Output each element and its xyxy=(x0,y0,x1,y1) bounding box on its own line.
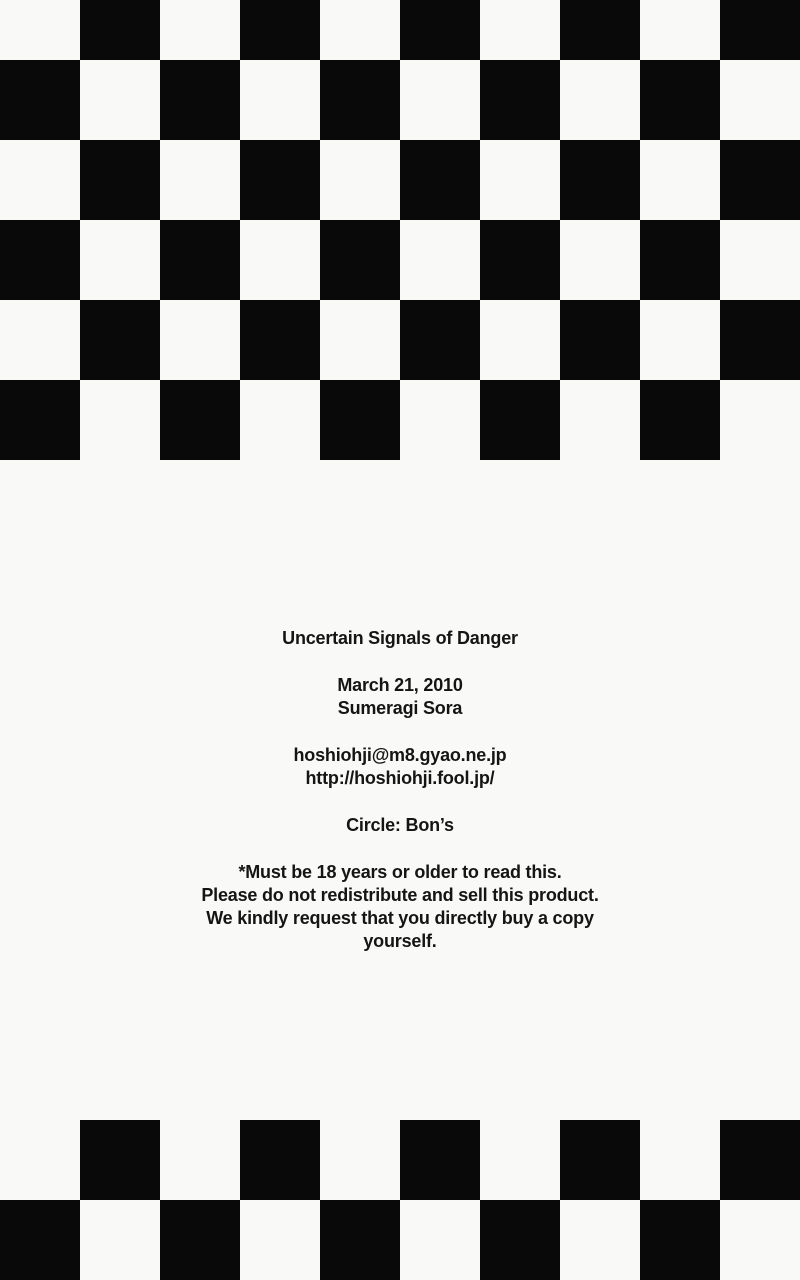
doujin-title: Uncertain Signals of Danger xyxy=(282,628,518,648)
disclaimer-line: *Must be 18 years or older to read this. xyxy=(238,862,562,882)
credits-text-block xyxy=(201,627,598,953)
contact-info xyxy=(201,744,598,790)
author-name: Sumeragi Sora xyxy=(337,698,463,718)
disclaimer xyxy=(201,861,598,953)
disclaimer-line: Please do not redistribute and sell this product. xyxy=(201,885,599,905)
email-address: hoshiohji@m8.gyao.ne.jp xyxy=(293,745,507,765)
checkerboard-bottom-border xyxy=(0,1120,800,1280)
disclaimer-line: yourself. xyxy=(363,931,437,951)
circle-name: Circle: Bon’s xyxy=(346,815,454,835)
website-url: http://hoshiohji.fool.jp/ xyxy=(305,768,495,788)
release-date: March 21, 2010 xyxy=(337,675,463,695)
checkerboard-top-border xyxy=(0,0,800,460)
disclaimer-line: We kindly request that you directly buy a copy xyxy=(206,908,594,928)
credits-content-area xyxy=(0,460,800,1120)
release-info xyxy=(201,674,598,720)
